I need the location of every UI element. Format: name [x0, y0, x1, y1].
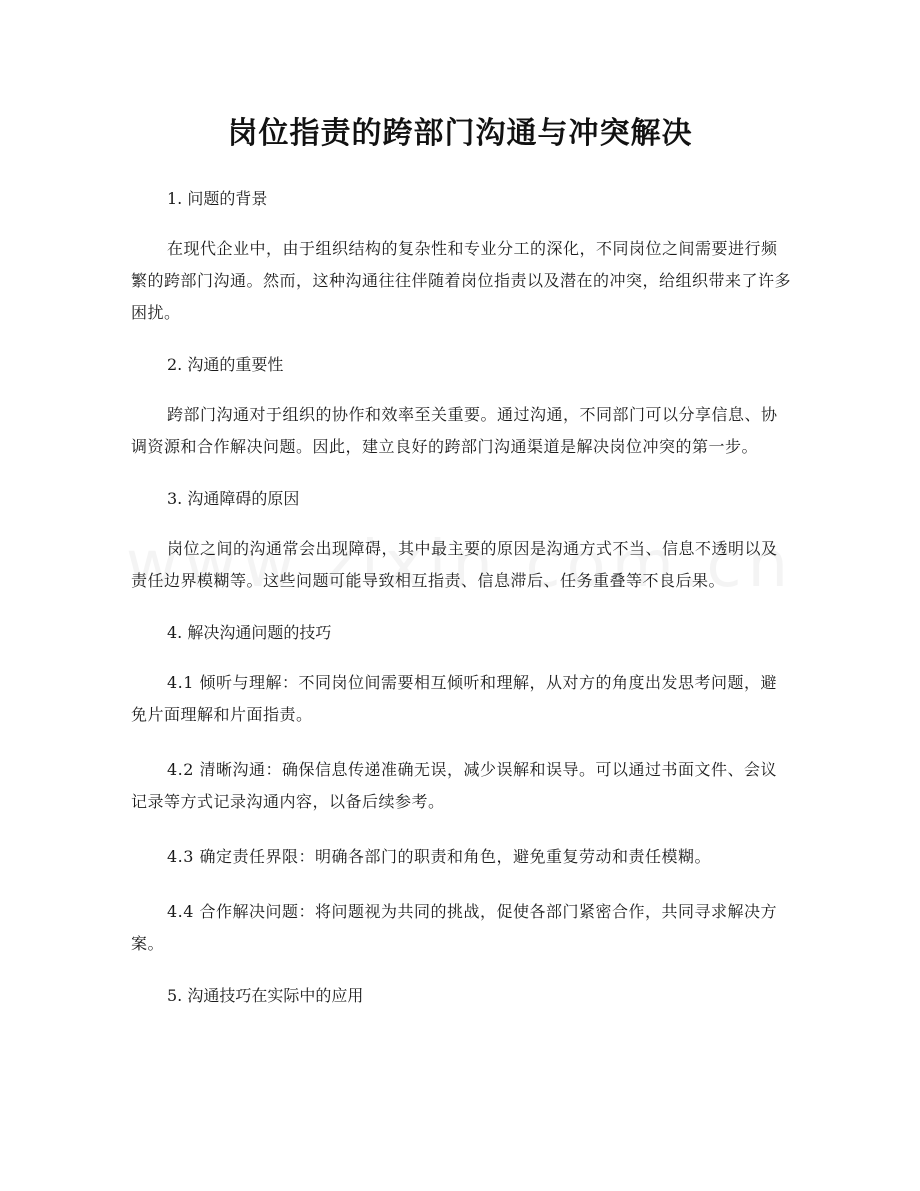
section-heading: 4. 解决沟通问题的技巧 — [167, 623, 332, 642]
section-heading: 1. 问题的背景 — [167, 189, 268, 208]
document-title: 岗位指责的跨部门沟通与冲突解决 — [227, 116, 693, 151]
paragraph: 4.1 倾听与理解：不同岗位间需要相互倾听和理解，从对方的角度出发思考问题，避免片面理解和片面指责。 — [131, 673, 778, 724]
section-heading: 3. 沟通障碍的原因 — [167, 489, 300, 508]
paragraph: 岗位之间的沟通常会出现障碍，其中最主要的原因是沟通方式不当、信息不透明以及责任边界模糊等。这些问题可能导致相互指责、信息滞后、任务重叠等不良后果。 — [131, 539, 778, 590]
paragraph: 在现代企业中，由于组织结构的复杂性和专业分工的深化，不同岗位之间需要进行频繁的跨部门沟通。然而，这种沟通往往伴随着岗位指责以及潜在的冲突，给组织带来了许多困扰。 — [131, 239, 792, 322]
document-body — [131, 186, 791, 1030]
paragraph: 4.3 确定责任界限：明确各部门的职责和角色，避免重复劳动和责任模糊。 — [167, 847, 712, 866]
section-heading: 2. 沟通的重要性 — [167, 355, 284, 374]
paragraph: 4.4 合作解决问题：将问题视为共同的挑战，促使各部门紧密合作，共同寻求解决方案。 — [131, 902, 778, 953]
paragraph: 跨部门沟通对于组织的协作和效率至关重要。通过沟通，不同部门可以分享信息、协调资源和合作解决问题。因此，建立良好的跨部门沟通渠道是解决岗位冲突的第一步。 — [131, 405, 778, 456]
paragraph: 4.2 清晰沟通：确保信息传递准确无误，减少误解和误导。可以通过书面文件、会议记录等方式记录沟通内容，以备后续参考。 — [131, 760, 778, 811]
section-heading: 5. 沟通技巧在实际中的应用 — [167, 986, 364, 1005]
